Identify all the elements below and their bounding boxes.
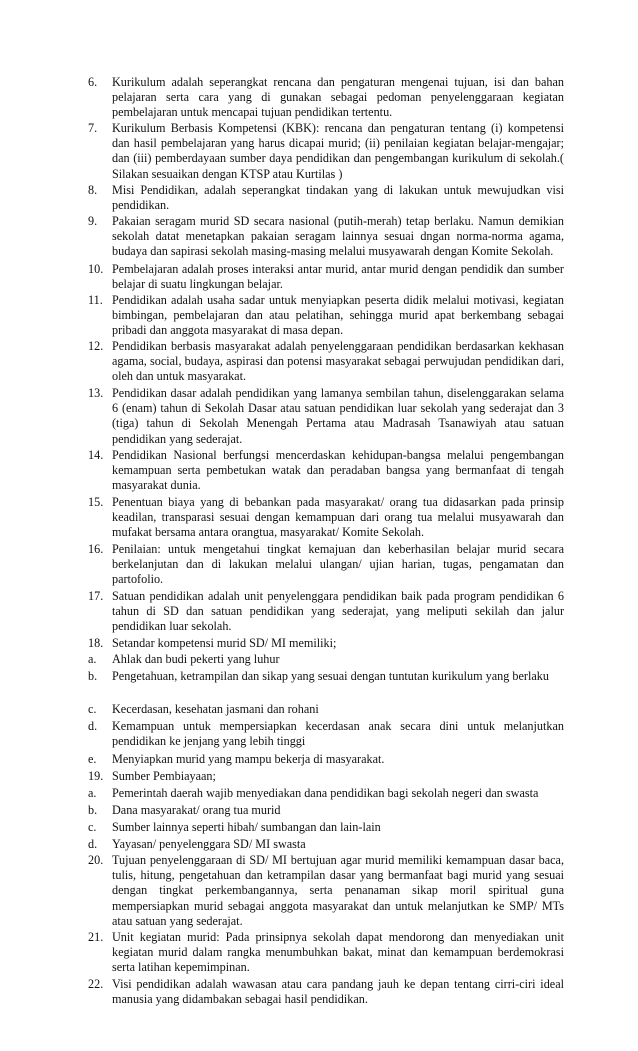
item-text: Visi pendidikan adalah wawasan atau cara pandang jauh ke depan tentang cirri-ciri ideal manusia yang didambakan sebagai hasil pendidikan. bbox=[112, 977, 564, 1007]
list-item bbox=[88, 183, 564, 213]
sub-list-item bbox=[88, 702, 564, 717]
item-number: 9. bbox=[88, 214, 98, 228]
item-text: Penilaian: untuk mengetahui tingkat kemajuan dan keberhasilan belajar murid secara berkelanjutan dan di lakukan melalui ulangan/ ujian harian, tugas, pengamatan dan partofolio. bbox=[112, 542, 564, 587]
list-item bbox=[88, 542, 564, 588]
sub-item-letter: d. bbox=[88, 837, 98, 851]
sub-list-item bbox=[88, 752, 564, 767]
list-item bbox=[88, 853, 564, 929]
item-number: 12. bbox=[88, 339, 104, 353]
sub-item-text: Dana masyarakat/ orang tua murid bbox=[112, 803, 281, 817]
list-item bbox=[88, 448, 564, 494]
item-number: 20. bbox=[88, 853, 104, 867]
sub-item-text: Kemampuan untuk mempersiapkan kecerdasan anak secara dini untuk melanjutkan pendidikan ke jenjang yang lebih tinggi bbox=[112, 719, 564, 749]
item-number: 7. bbox=[88, 121, 98, 135]
sub-item-text: Yayasan/ penyelenggara SD/ MI swasta bbox=[112, 837, 306, 851]
sub-list-item bbox=[88, 837, 564, 852]
sub-list-item bbox=[88, 786, 564, 801]
list-item bbox=[88, 339, 564, 385]
item-text: Pendidikan dasar adalah pendidikan yang lamanya sembilan tahun, diselenggarakan selama 6 (enam) tahun di Sekolah Dasar atau satuan pendidikan luar sekolah yang sederajat dan 3 (tiga) tahun di Sekolah Menengah Pertama atau Madrasah Tsanawiyah atau satuan pendidikan yang sederajat. bbox=[112, 386, 564, 446]
sub-item-letter: a. bbox=[88, 786, 97, 800]
list-item bbox=[88, 293, 564, 339]
list-item bbox=[88, 121, 564, 182]
item-number: 8. bbox=[88, 183, 98, 197]
sub-list-item bbox=[88, 820, 564, 835]
item-number: 17. bbox=[88, 589, 104, 603]
item-number: 22. bbox=[88, 977, 104, 991]
item-text: Kurikulum Berbasis Kompetensi (KBK): rencana dan pengaturan tentang (i) kompetensi dan hasil pembelajaran yang harus dicapai murid; (ii) penilaian kegiatan belajar-mengajar; dan (iii) pemberdayaan sumber daya pendidikan dan pengembangan kurikulum di sekolah.( Silakan sesuaikan dengan KTSP atau Kurtilas ) bbox=[112, 121, 564, 181]
list-item bbox=[88, 386, 564, 447]
item-number: 16. bbox=[88, 542, 104, 556]
item-number: 13. bbox=[88, 386, 104, 400]
sub-list-item bbox=[88, 719, 564, 749]
item-text: Kurikulum adalah seperangkat rencana dan pengaturan mengenai tujuan, isi dan bahan pelajaran serta cara yang di gunakan sebagai pedoman penyelenggaraan kegiatan pembelajaran untuk mencapai tujuan pendidikan tertentu. bbox=[112, 75, 564, 120]
item-text: Unit kegiatan murid: Pada prinsipnya sekolah dapat mendorong dan menyediakan unit kegiatan murid dalam rangka menumbuhkan bakat, minat dan kemampuan berdemokrasi serta latihan kepemimpinan. bbox=[112, 930, 564, 975]
item-number: 19. bbox=[88, 769, 104, 783]
item-text: Pembelajaran adalah proses interaksi antar murid, antar murid dengan pendidik dan sumber belajar di suatu lingkungan belajar. bbox=[112, 262, 564, 292]
item-number: 10. bbox=[88, 262, 104, 276]
sub-list-item bbox=[88, 669, 564, 684]
item-text: Penentuan biaya yang di bebankan pada masyarakat/ orang tua didasarkan pada prinsip keadilan, transparasi sesuai dengan kemampuan dari orang tua melalui musyawarah dan mufakat bersama antara orangtua, masyarakat/ Komite Sekolah. bbox=[112, 495, 564, 540]
item-number: 18. bbox=[88, 636, 104, 650]
sub-item-text: Pemerintah daerah wajib menyediakan dana pendidikan bagi sekolah negeri dan swasta bbox=[112, 786, 539, 800]
item-number: 6. bbox=[88, 75, 98, 89]
sub-item-text: Sumber lainnya seperti hibah/ sumbangan dan lain-lain bbox=[112, 820, 381, 834]
list-item bbox=[88, 636, 564, 651]
list-item bbox=[88, 214, 564, 260]
item-number: 15. bbox=[88, 495, 104, 509]
sub-item-letter: d. bbox=[88, 719, 98, 733]
sub-item-letter: b. bbox=[88, 669, 98, 683]
item-number: 21. bbox=[88, 930, 104, 944]
item-text: Setandar kompetensi murid SD/ MI memiliki; bbox=[112, 636, 337, 650]
sub-item-letter: b. bbox=[88, 803, 98, 817]
item-text: Pendidikan berbasis masyarakat adalah penyelenggaraan pendidikan berdasarkan kekhasan agama, social, budaya, aspirasi dan potensi masyarakat sebagai perwujudan pendidikan dari, oleh dan untuk masyarakat. bbox=[112, 339, 564, 384]
item-text: Sumber Pembiayaan; bbox=[112, 769, 216, 783]
sub-item-letter: e. bbox=[88, 752, 97, 766]
sub-item-letter: a. bbox=[88, 652, 97, 666]
sub-item-text: Pengetahuan, ketrampilan dan sikap yang sesuai dengan tuntutan kurikulum yang berlaku bbox=[112, 669, 549, 683]
item-text: Tujuan penyelenggaraan di SD/ MI bertujuan agar murid memiliki kemampuan dasar baca, tulis, hitung, pengetahuan dan ketrampilan dasar yang bermanfaat bagi murid yang sesuai dengan tingkat perkembangannya, serta penanaman sikap moril spiritual guna mempersiapkan murid sebagai anggota masyarakat dan untuk melanjutkan ke SMP/ MTs atau satuan yang sederajat. bbox=[112, 853, 564, 928]
item-text: Satuan pendidikan adalah unit penyelenggara pendidikan baik pada program pendidikan 6 tahun di SD dan satuan pendidikan yang sederajat, yang meliputi sekilah dan jalur pendidikan luar sekolah. bbox=[112, 589, 564, 634]
list-item bbox=[88, 589, 564, 635]
sub-item-letter: c. bbox=[88, 820, 97, 834]
item-text: Pakaian seragam murid SD secara nasional (putih-merah) tetap berlaku. Namun demikian sekolah datat menetapkan pakaian seragam lainnya sesuai dngan norma-norma agama, budaya dan sapirasi sekolah masing-masing melalui musyawarah dengan Komite Sekolah. bbox=[112, 214, 564, 259]
sub-list-item bbox=[88, 803, 564, 818]
item-number: 11. bbox=[88, 293, 103, 307]
list-item bbox=[88, 930, 564, 976]
item-text: Pendidikan adalah usaha sadar untuk menyiapkan peserta didik melalui motivasi, kegiatan bimbingan, pembelajaran dan atau pelatihan, sehingga murid apat berkembang sebagai pribadi dan anggota masyarakat di masa depan. bbox=[112, 293, 564, 338]
list-item bbox=[88, 262, 564, 292]
list-item bbox=[88, 977, 564, 1007]
item-number: 14. bbox=[88, 448, 104, 462]
sub-item-text: Kecerdasan, kesehatan jasmani dan rohani bbox=[112, 702, 319, 716]
sub-item-letter: c. bbox=[88, 702, 97, 716]
list-item bbox=[88, 769, 564, 784]
item-text: Misi Pendidikan, adalah seperangkat tindakan yang di lakukan untuk mewujudkan visi pendidikan. bbox=[112, 183, 564, 213]
sub-list-item bbox=[88, 652, 564, 667]
list-item bbox=[88, 75, 564, 121]
item-text: Pendidikan Nasional berfungsi mencerdaskan kehidupan-bangsa melalui pengembangan kemampuan serta pembetukan watak dan peradaban bangsa yang bermanfaat di tengah masyarakat dunia. bbox=[112, 448, 564, 493]
list-item bbox=[88, 495, 564, 541]
sub-item-text: Ahlak dan budi pekerti yang luhur bbox=[112, 652, 280, 666]
sub-item-text: Menyiapkan murid yang mampu bekerja di masyarakat. bbox=[112, 752, 385, 766]
